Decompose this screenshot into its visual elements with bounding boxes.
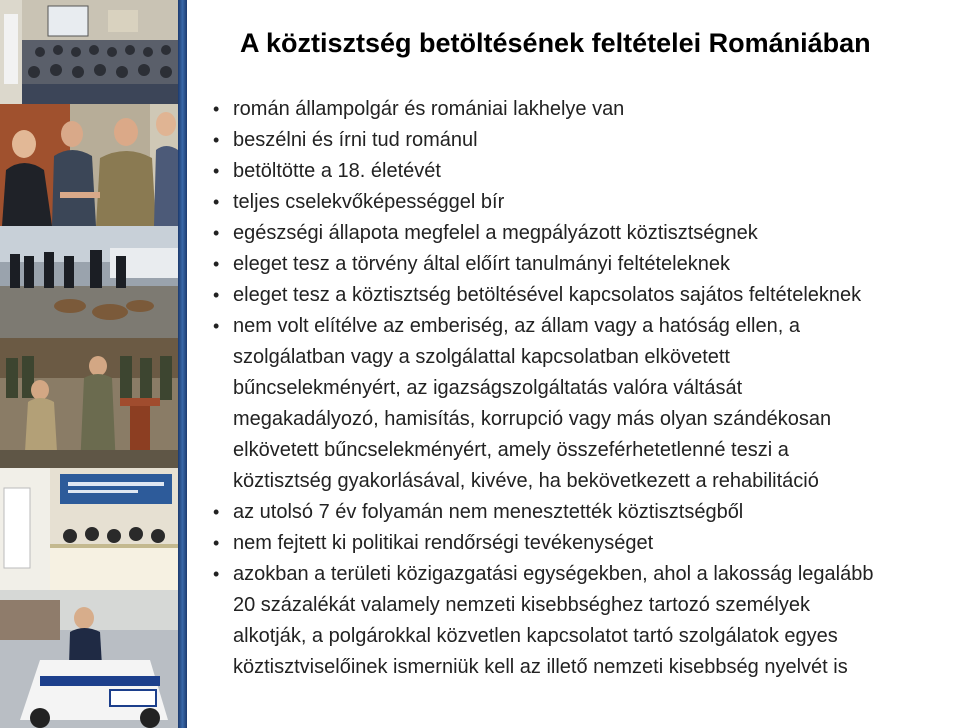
list-item-text: román állampolgár és romániai lakhelye van [233,98,625,120]
list-item-text: nem fejtett ki politikai rendőrségi tevékenységet [233,532,654,554]
panel-meeting-photo [0,468,178,590]
accent-divider-bar [178,0,187,728]
list-item [210,125,960,156]
slide-title: A köztisztség betöltésének feltételei Romániában [240,28,871,58]
list-item-text: teljes cselekvőképességgel bír [233,191,505,213]
list-item [210,156,960,187]
bullet-dot: • [213,533,220,553]
list-item-text: az utolsó 7 év folyamán nem menesztették köztisztségből [233,501,744,523]
list-item [210,249,960,280]
list-item-text: beszélni és írni tud románul [233,129,478,151]
bullet-dot: • [213,161,220,181]
list-item [210,497,960,528]
bullet-dot: • [213,192,220,212]
list-item [210,528,960,559]
list-item [210,187,960,218]
list-item-text: betöltötte a 18. életévét [233,160,441,182]
bullet-dot: • [213,502,220,522]
bullet-dot: • [213,254,220,274]
bullet-dot: • [213,564,220,584]
list-item-text: egészségi állapota megfelel a megpályázott köztisztségnek [233,222,758,244]
bullet-dot: • [213,223,220,243]
bullet-dot: • [213,130,220,150]
conditions-list [210,94,960,683]
bullet-dot: • [213,285,220,305]
list-item [210,311,960,497]
list-item-text: nem volt elítélve az emberiség, az állam vagy a hatóság ellen, a szolgálatban vagy a szolgálattal kapcsolatban elkövetett bűncselekményért, az igazságszolgáltatás valóra váltását megakadályozó, hamisítás, korrupció vagy más olyan szándékosan elkövetett bűncselekményért, amely összeférhetetlenné teszi a köztisztség gyakorlásával, kivéve, ha bekövetkezett a rehabilitáció [233,315,832,492]
police-motorcycle-photo [0,590,178,728]
list-item [210,94,960,125]
military-ceremony-photo [0,338,178,468]
list-item [210,280,960,311]
award-ceremony-photo [0,104,178,226]
police-dogs-photo [0,226,178,338]
list-item-text: eleget tesz a törvény által előírt tanulmányi feltételeknek [233,253,730,275]
list-item [210,559,960,683]
photo-strip [0,0,178,728]
bullet-dot: • [213,316,220,336]
conference-hall-photo [0,0,178,104]
bullet-dot: • [213,99,220,119]
list-item-text: eleget tesz a köztisztség betöltésével kapcsolatos sajátos feltételeknek [233,284,862,306]
list-item [210,218,960,249]
list-item-text: azokban a területi közigazgatási egységekben, ahol a lakosság legalább 20 százalékát valamely nemzeti kisebbséghez tartozó személyek alkotják, a polgárokkal közvetlen kapcsolatot tartó szolgálatok egyes köztisztviselőinek ismerniük kell az illető nemzeti kisebbség nyelvét is [233,563,874,678]
